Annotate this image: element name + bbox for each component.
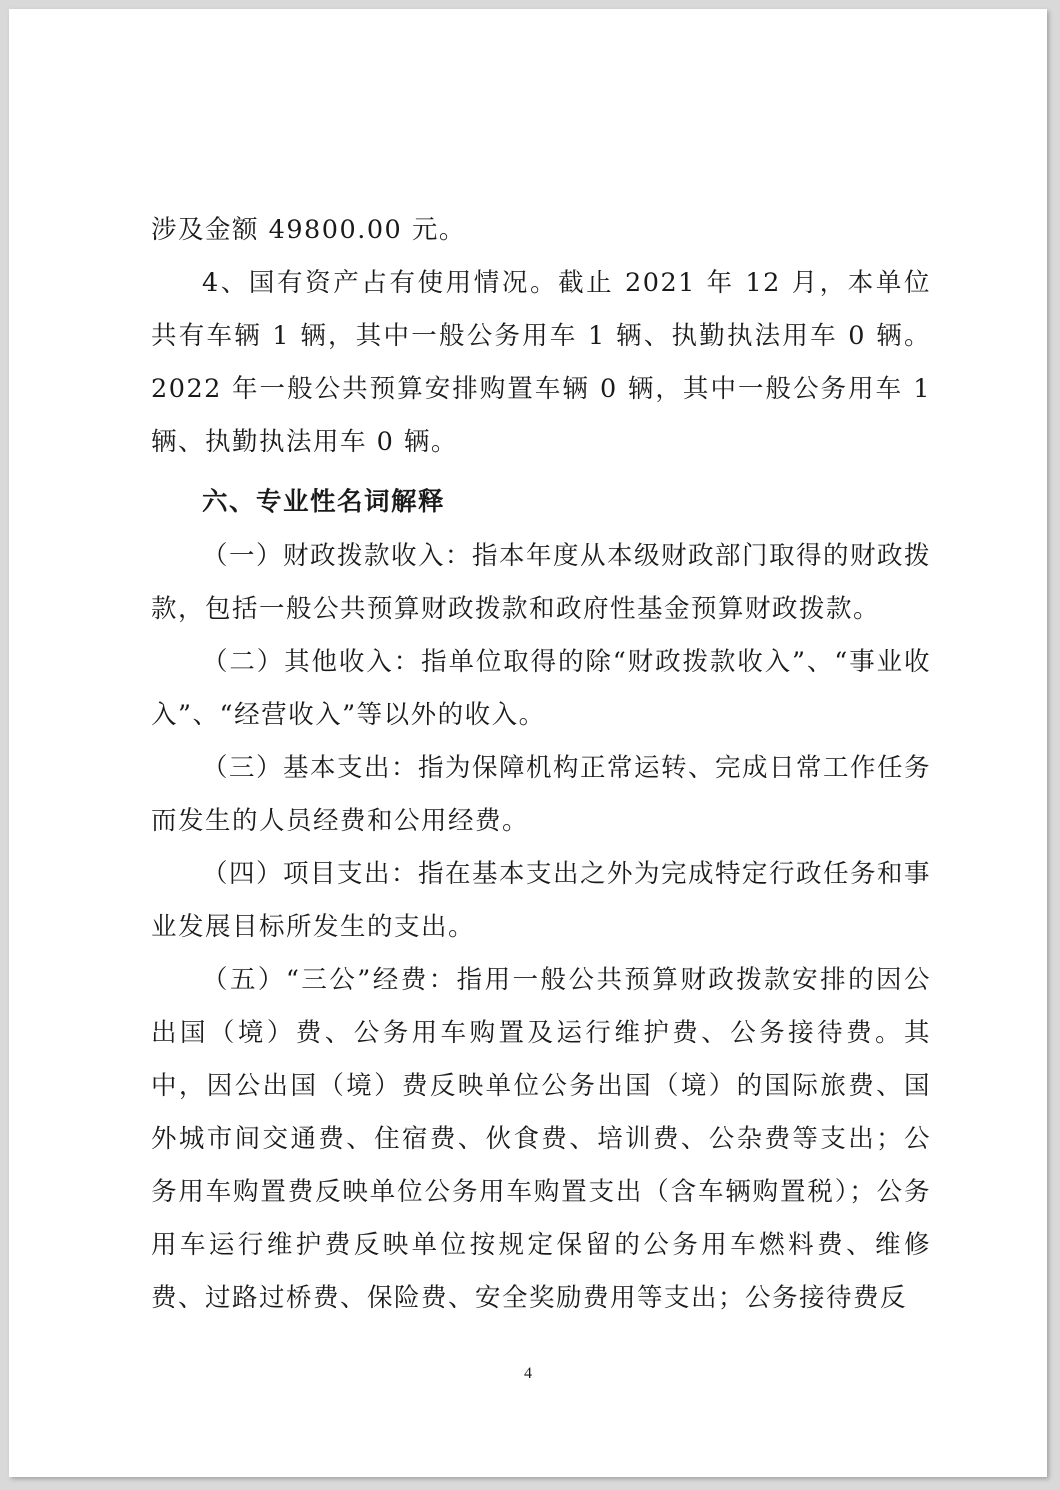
document-page [9,9,1047,1477]
paragraph-basic-expenditure: （三）基本支出：指为保障机构正常运转、完成日常工作任务而发生的人员经费和公用经费。 [151,753,932,836]
paragraph-continued-amount: 涉及金额 49800.00 元。 [151,215,466,245]
paragraph-project-expenditure: （四）项目支出：指在基本支出之外为完成特定行政任务和事业发展目标所发生的支出。 [151,859,932,942]
paragraph-three-public-expenses: （五）“三公”经费：指用一般公共预算财政拨款安排的因公出国（境）费、公务用车购置及运行维护费、公务接待费。其中，因公出国（境）费反映单位公务出国（境）的国际旅费、国外城市间交通费、住宿费、伙食费、培训费、公杂费等支出；公务用车购置费反映单位公务用车购置支出（含车辆购置税）；公务用车运行维护费反映单位按规定保留的公务用车燃料费、维修费、过路过桥费、保险费、安全奖励费用等支出；公务接待费反 [151,965,931,1313]
paragraph-state-assets: 4、国有资产占有使用情况。截止 2021 年 12 月，本单位共有车辆 1 辆，其中一般公务用车 1 辆、执勤执法用车 0 辆。2022 年一般公共预算安排购置车辆 0 辆，其中一般公务用车 1 辆、执勤执法用车 0 辆。 [151,268,931,457]
page-number: 4 [524,1365,532,1382]
paragraph-fiscal-appropriation-income: （一）财政拨款收入：指本年度从本级财政部门取得的财政拨款，包括一般公共预算财政拨款和政府性基金预算财政拨款。 [151,541,932,624]
paragraph-other-income: （二）其他收入：指单位取得的除“财政拨款收入”、“事业收入”、“经营收入”等以外的收入。 [151,647,931,730]
section-heading-terminology: 六、专业性名词解释 [202,487,446,517]
page-content [151,204,931,1325]
